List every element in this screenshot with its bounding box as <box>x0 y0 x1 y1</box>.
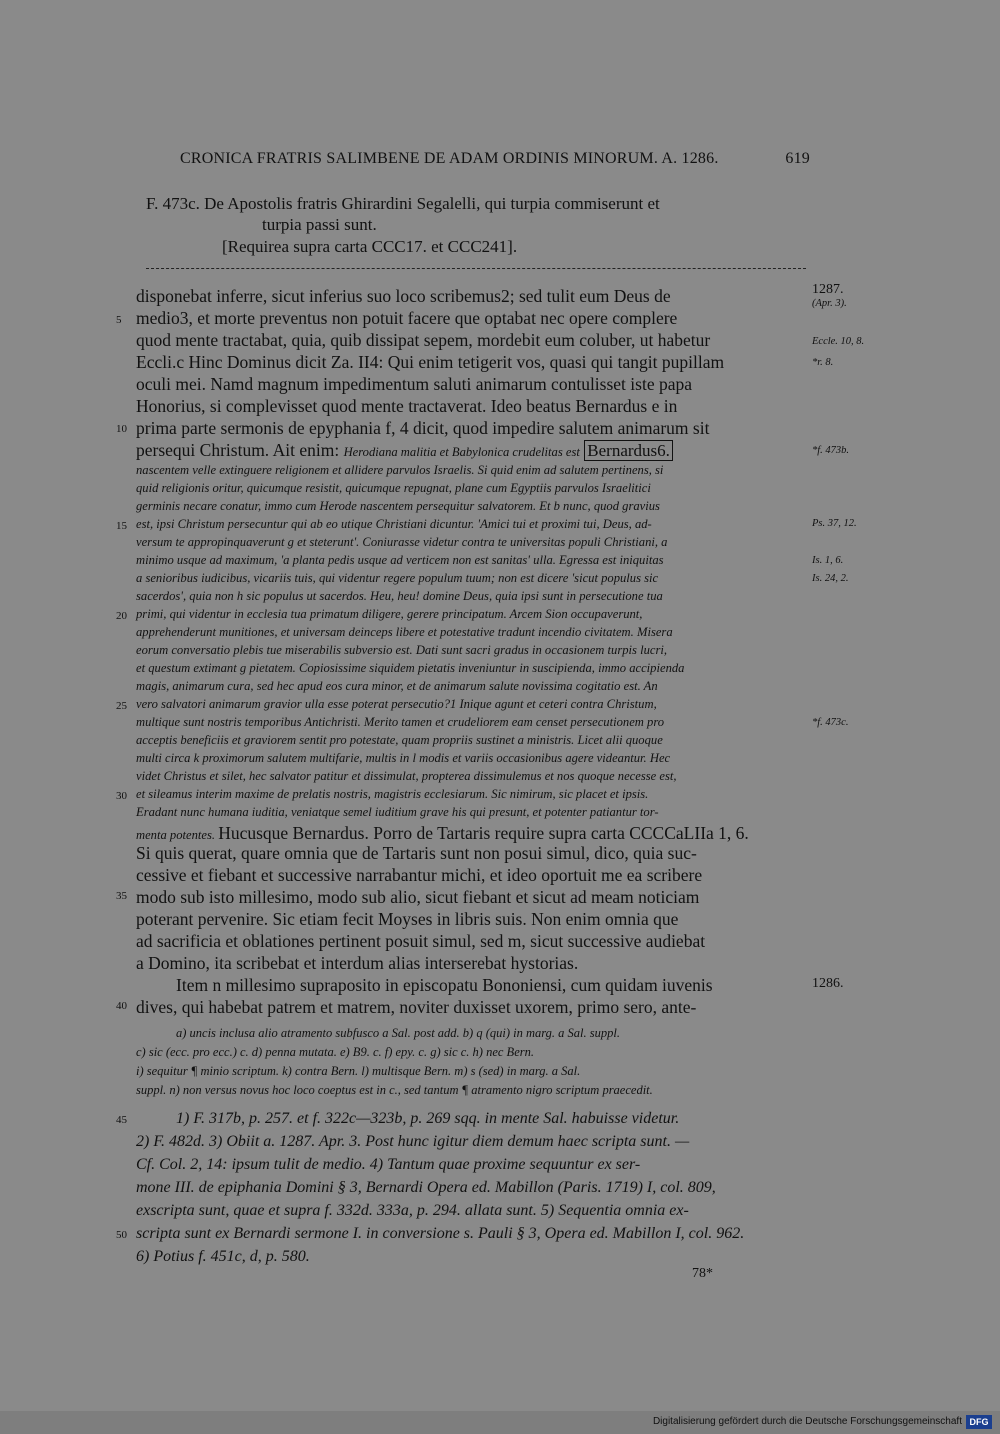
apparatus-line: suppl. n) non versus novus hoc loco coeptus est in c., sed tantum ¶ atramento nigro scriptum praecedit. <box>136 1083 653 1097</box>
body-line: quod mente tractabat, quia, quib dissipat sepem, mordebit eum coluber, ut habetur <box>136 330 711 350</box>
body-line: modo sub isto millesimo, modo sub alio, sicut fiebant et sicut ad meam noticiam <box>136 887 700 907</box>
margin-note: Is. 24, 2. <box>812 573 849 584</box>
body-line: Item n millesimo supraposito in episcopatu Bononiensi, cum quidam iuvenis <box>176 975 713 995</box>
footnote-line: 6) Potius f. 451c, d, p. 580. <box>136 1248 310 1265</box>
quote-line: quid religionis oritur, quicumque resistit, quicumque repugnat, plane cum Egyptiis parvulos Israelitici <box>136 481 651 495</box>
footnote-line: Cf. Col. 2, 14: ipsum tulit de medio. 4) Tantum quae proxime sequuntur ex ser- <box>136 1156 641 1173</box>
margin-note: Is. 1, 6. <box>812 555 844 566</box>
body-line: Si quis querat, quare omnia que de Tartaris sunt non posui simul, dico, quia suc- <box>136 843 697 863</box>
margin-note: Eccle. 10, 8. <box>812 336 865 347</box>
quote-line: primi, qui videntur in ecclesia tua primatum diligere, gerere principatum. Arcem Sion occupaverunt, <box>136 607 643 621</box>
rubric-line-2: turpia passi sunt. <box>262 215 377 234</box>
margin-note: *f. 473c. <box>812 717 849 728</box>
running-title: CRONICA FRATRIS SALIMBENE DE ADAM ORDINIS MINORUM. A. 1286. <box>180 150 719 167</box>
body-line: Honorius, si complevisset quod mente tractaverat. Ideo beatus Bernardus e in <box>136 396 678 416</box>
quote-line: et sileamus interim maxime de prelatis nostris, magistris ecclesiarum. Sic nimirum, sic placet et ipsis. <box>136 787 649 801</box>
quote-line: Eradant nunc humana iuditia, veniatque semel iuditium grave his qui presunt, et potenter patiantur tor- <box>136 805 659 819</box>
quote-start: Herodiana malitia et Babylonica crudelitas est <box>343 445 580 459</box>
body-line: ad sacrificia et oblationes pertinent posuit simul, sed m, sicut successive audiebat <box>136 931 706 951</box>
quote-line: germinis necare conatur, immo cum Herode nascentem persequitur salvatorem. Et b nunc, quod gravius <box>136 499 660 513</box>
page-number: 619 <box>785 150 810 167</box>
dfg-logo-icon: DFG <box>966 1415 992 1429</box>
footnote-line: mone III. de epiphania Domini § 3, Bernardi Opera ed. Mabillon (Paris. 1719) I, col. 809, <box>136 1179 716 1196</box>
margin-note: (Apr. 3). <box>812 298 847 309</box>
line-number: 10 <box>116 423 127 435</box>
body-line: a Domino, ita scribebat et interdum alias interserebat hystorias. <box>136 953 579 973</box>
body-line: dives, qui habebat patrem et matrem, noviter duxisset uxorem, primo sero, ante- <box>136 997 697 1017</box>
rubric-line-3: [Requirea supra carta CCC17. et CCC241]. <box>222 237 518 256</box>
line-number: 35 <box>116 890 127 902</box>
body-line: poterant pervenire. Sic etiam fecit Moyses in libris suis. Non enim omnia que <box>136 909 679 929</box>
quote-line: a senioribus iudicibus, vicariis tuis, qui videntur regere populum tuum; non est dicere 'sicut populus sic <box>136 571 659 585</box>
quote-end: menta potentes. <box>136 828 216 842</box>
margin-year: 1286. <box>812 976 844 991</box>
ait-enim: persequi Christum. Ait enim: <box>136 440 340 460</box>
line-number: 20 <box>116 610 127 622</box>
apparatus-line: i) sequitur ¶ minio scriptum. k) contra Bern. l) multisque Bern. m) s (sed) in marg. a Sal. <box>136 1064 581 1078</box>
quote-line: videt Christus et silet, hec salvator patitur et dissimulat, propterea dissimulemus et nos quoque necesse est, <box>136 769 677 783</box>
body-line: oculi mei. Namd magnum impedimentum saluti animarum contulisset iste papa <box>136 374 693 394</box>
line-number: 40 <box>116 1000 127 1012</box>
body-line: medio3, et morte preventus non potuit facere que optabat nec opere complere <box>136 308 678 328</box>
footnote-line: scripta sunt ex Bernardi sermone I. in conversione s. Pauli § 3, Opera ed. Mabillon I, col. 962. <box>136 1225 745 1242</box>
signature-mark: 78* <box>692 1266 713 1281</box>
line-number: 30 <box>116 790 127 802</box>
footnote-line: 1) F. 317b, p. 257. et f. 322c—323b, p. 269 sqq. in mente Sal. habuisse videtur. <box>176 1110 680 1127</box>
apparatus-line: c) sic (ecc. pro ecc.) c. d) penna mutata. e) B9. c. f) epy. c. g) sic c. h) nec Bern. <box>136 1045 534 1059</box>
quote-line: acceptis beneficiis et graviorem sentit pro potestate, quam propriis sustinet a ministris. Licet alii quoque <box>136 733 663 747</box>
body-line: Eccli.c Hinc Dominus dicit Za. II4: Qui enim tetigerit vos, quasi qui tangit pupillam <box>136 352 725 372</box>
section-rule <box>146 268 806 269</box>
footer-credit: Digitalisierung gefördert durch die Deutsche Forschungsgemeinschaft <box>652 1416 962 1427</box>
apparatus-line: a) uncis inclusa alio atramento subfusco a Sal. post add. b) q (qui) in marg. a Sal. suppl. <box>176 1026 620 1040</box>
margin-note: Ps. 37, 12. <box>812 518 857 529</box>
quote-line: est, ipsi Christum persecuntur qui ab eo utique Christiani dicuntur. 'Amici tui et proximi tui, Deus, ad- <box>136 517 652 531</box>
rubric-line-1: F. 473c. De Apostolis fratris Ghirardini Segalelli, qui turpia commiserunt et <box>146 194 660 213</box>
line-number: 25 <box>116 700 127 712</box>
margin-note: *r. 8. <box>812 357 834 368</box>
quote-line: apprehenderunt munitiones, et universam deinceps libere et potestative tradunt incendio civitatem. Misera <box>136 625 673 639</box>
footnote-line: 2) F. 482d. 3) Obiit a. 1287. Apr. 3. Post hunc igitur diem demum haec scripta sunt. — <box>136 1133 690 1150</box>
body-line: prima parte sermonis de epyphania f, 4 dicit, quod impedire salutem animarum sit <box>136 418 710 438</box>
line-number: 15 <box>116 520 127 532</box>
line-number: 50 <box>116 1229 127 1241</box>
quote-line: minimo usque ad maximum, 'a planta pedis usque ad verticem non est sanitas' ulla. Egressa est iniquitas <box>136 553 664 567</box>
quote-line: versum te appropinquaverunt g et steterunt'. Coniurasse videtur contra te universitas populi Christiani, a <box>136 535 668 549</box>
margin-year: 1287. <box>812 282 844 297</box>
margin-note: *f. 473b. <box>812 445 850 456</box>
quote-line: et questum extimant g pietatem. Copiosissime siquidem pietatis inveniuntur in suscipienda, immo accipienda <box>136 661 685 675</box>
quote-line: sacerdos', quia non h sic populus ut sacerdos. Heu, heu! domine Deus, quia ipsi sunt in persecutione tua <box>136 589 663 603</box>
quote-line: magis, animarum cura, sed hec apud eos cura minor, et de animarum salute novissima cogitatio est. An <box>136 679 658 693</box>
footnote-line: exscripta sunt, quae et supra f. 332d. 333a, p. 294. allata sunt. 5) Sequentia omnia ex- <box>136 1202 689 1219</box>
body-line <box>136 440 673 461</box>
quote-line: multi circa k proximorum salutem multifarie, multis in l modis et variis occasionibus agere videantur. Hec <box>136 751 671 765</box>
quote-line: multique sunt nostris temporibus Antichristi. Merito tamen et crudeliorem eam censet persecutionem pro <box>136 715 665 729</box>
quote-line <box>136 823 749 844</box>
boxed-word: Bernardus6. <box>584 440 673 461</box>
line-number: 5 <box>116 314 122 326</box>
quote-line: vero salvatori animarum gravior ulla esse poterat persecutio?1 Inique agunt et ceteri contra Christum, <box>136 697 657 711</box>
hucusque: Hucusque Bernardus. Porro de Tartaris require supra carta CCCCaLIIa 1, 6. <box>218 823 749 843</box>
line-number: 45 <box>116 1114 127 1126</box>
body-line: disponebat inferre, sicut inferius suo loco scribemus2; sed tulit eum Deus de <box>136 286 671 306</box>
quote-line: nascentem velle extinguere religionem et allidere parvulos Israelis. Si quid enim ad salutem pertinens, si <box>136 463 664 477</box>
quote-line: eorum conversatio plebis tue miserabilis subversio est. Dati sunt sacri gradus in occasionem turpis lucri, <box>136 643 668 657</box>
body-line: cessive et fiebant et successive narrabantur michi, et ideo oportuit me ea scribere <box>136 865 703 885</box>
